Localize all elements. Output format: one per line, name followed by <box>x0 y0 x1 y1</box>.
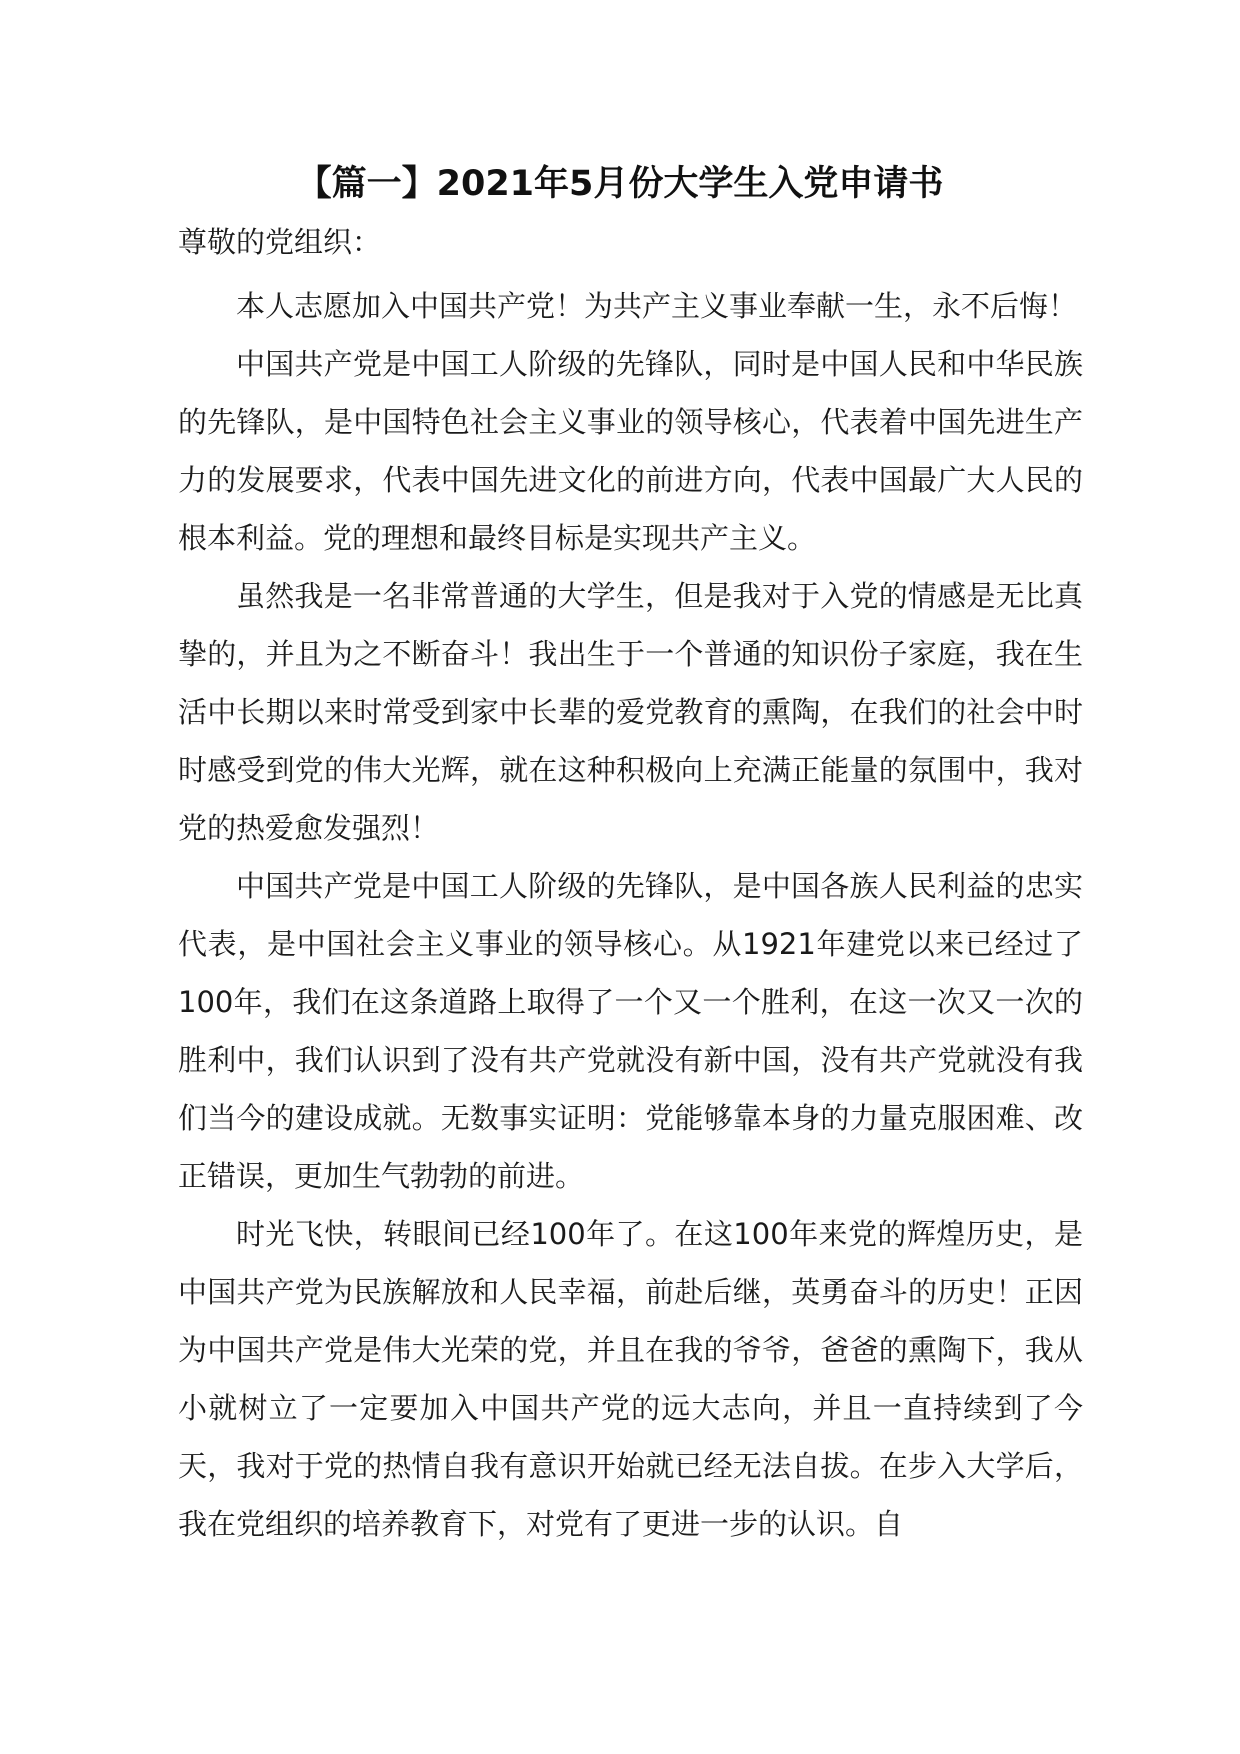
paragraph: 中国共产党是中国工人阶级的先锋队，是中国各族人民利益的忠实代表，是中国社会主义事业的领导核心。从1921年建党以来已经过了100年，我们在这条道路上取得了一个又一个胜利，在这一次又一次的胜利中，我们认识到了没有共产党就没有新中国，没有共产党就没有我们当今的建设成就。无数事实证明：党能够靠本身的力量克服困难、改正错误，更加生气勃勃的前进。 <box>178 869 1083 1193</box>
salutation <box>178 220 1083 265</box>
document-body <box>178 277 1083 1553</box>
paragraph: 时光飞快，转眼间已经100年了。在这100年来党的辉煌历史，是中国共产党为民族解放和人民幸福，前赴后继，英勇奋斗的历史！正因为中国共产党是伟大光荣的党，并且在我的爷爷，爸爸的熏陶下，我从小就树立了一定要加入中国共产党的远大志向，并且一直持续到了今天，我对于党的热情自我有意识开始就已经无法自拔。在步入大学后，我在党组织的培养教育下，对党有了更进一步的认识。自 <box>178 1217 1083 1541</box>
salutation-text: 尊敬的党组织： <box>178 225 382 259</box>
document-title: 【篇一】2021年5月份大学生入党申请书 <box>296 164 944 204</box>
paragraph: 中国共产党是中国工人阶级的先锋队，同时是中国人民和中华民族的先锋队，是中国特色社会主义事业的领导核心，代表着中国先进生产力的发展要求，代表中国先进文化的前进方向，代表中国最广大人民的根本利益。党的理想和最终目标是实现共产主义。 <box>178 347 1083 555</box>
paragraph: 虽然我是一名非常普通的大学生，但是我对于入党的情感是无比真挚的，并且为之不断奋斗！我出生于一个普通的知识份子家庭，我在生活中长期以来时常受到家中长辈的爱党教育的熏陶，在我们的社会中时时感受到党的伟大光辉，就在这种积极向上充满正能量的氛围中，我对党的热爱愈发强烈！ <box>178 579 1083 845</box>
paragraph: 本人志愿加入中国共产党！为共产主义事业奉献一生，永不后悔！ <box>236 289 1078 323</box>
